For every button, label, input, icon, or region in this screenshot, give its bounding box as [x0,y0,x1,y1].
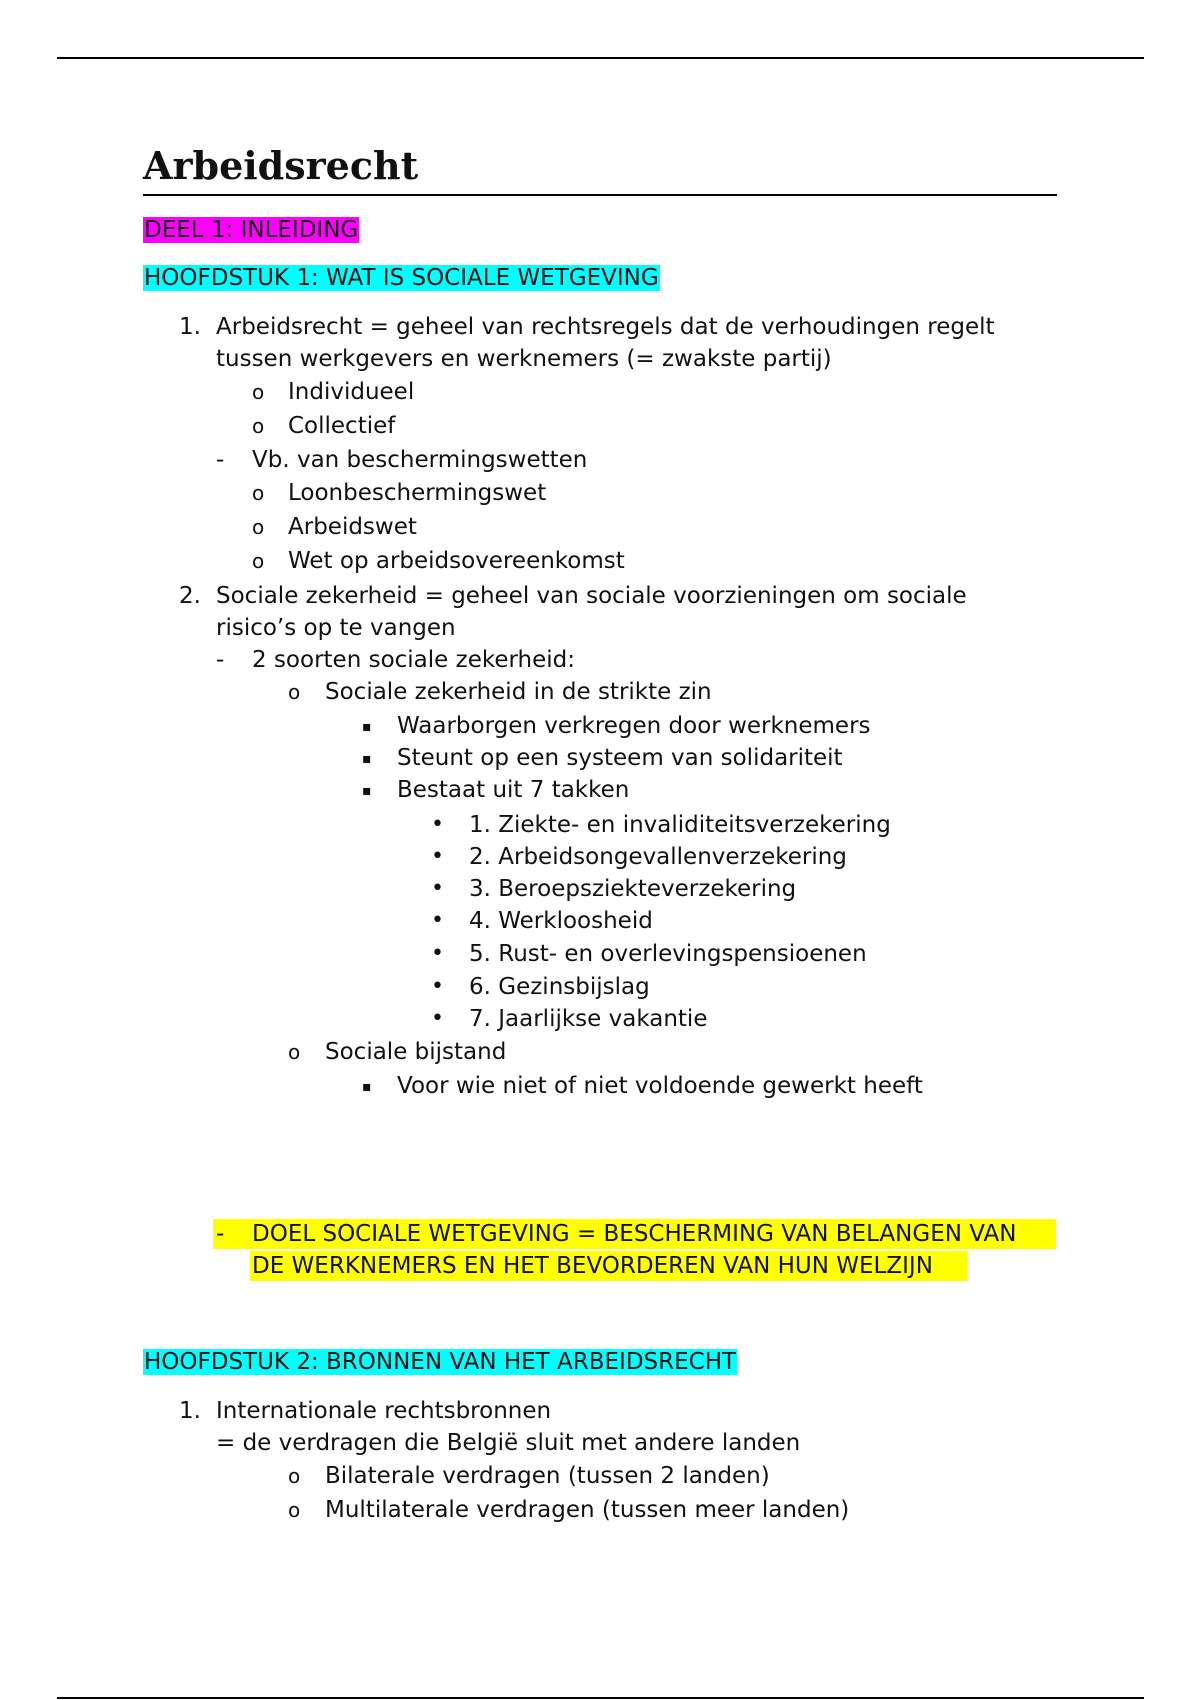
list-item: Wet op arbeidsovereenkomst [288,548,625,574]
round-bullet-icon: • [431,974,444,999]
list-number: 1. [179,1398,201,1424]
round-bullet-icon: • [431,876,444,901]
list-item: Waarborgen verkregen door werknemers [397,713,871,739]
list-item: Steunt op een systeem van solidariteit [397,745,843,771]
circle-bullet-icon: o [252,549,265,573]
list-item-text: risico’s op te vangen [216,615,456,641]
circle-bullet-icon: o [288,1498,301,1522]
list-item: 6. Gezinsbijslag [469,974,650,1000]
footer-rule [57,1697,1144,1699]
goal-text: DOEL SOCIALE WETGEVING = BESCHERMING VAN BELANGEN VAN [252,1221,1017,1247]
circle-bullet-icon: o [252,380,265,404]
page-title: Arbeidsrecht [143,140,1057,196]
chapter-2-heading: HOOFDSTUK 2: BRONNEN VAN HET ARBEIDSRECHT [144,1349,737,1375]
square-bullet-icon: ▪ [362,783,372,799]
round-bullet-icon: • [431,941,444,966]
list-item: 5. Rust- en overlevingspensioenen [469,941,867,967]
list-item: 2 soorten sociale zekerheid: [252,647,576,673]
list-number: 1. [179,314,201,340]
list-item: 4. Werkloosheid [469,908,653,934]
list-number: 2. [179,583,201,609]
square-bullet-icon: ▪ [362,751,372,767]
list-item: 2. Arbeidsongevallenverzekering [469,844,847,870]
list-item-text: Arbeidsrecht = geheel van rechtsregels dat de verhoudingen regelt [216,314,995,340]
list-item: Arbeidswet [288,514,417,540]
list-item-text: Internationale rechtsbronnen [216,1398,552,1424]
circle-bullet-icon: o [252,414,265,438]
chapter-1-heading: HOOFDSTUK 1: WAT IS SOCIALE WETGEVING [144,265,659,291]
list-item: Sociale bijstand [325,1039,507,1065]
round-bullet-icon: • [431,908,444,933]
list-item: 1. Ziekte- en invaliditeitsverzekering [469,812,891,838]
goal-text: DE WERKNEMERS EN HET BEVORDEREN VAN HUN WELZIJN [252,1253,933,1279]
round-bullet-icon: • [431,812,444,837]
list-item: Voor wie niet of niet voldoende gewerkt heeft [397,1073,923,1099]
list-item: Bestaat uit 7 takken [397,777,630,803]
list-item: 7. Jaarlijkse vakantie [469,1006,708,1032]
list-item-text: tussen werkgevers en werknemers (= zwakste partij) [216,346,832,372]
list-item-text: = de verdragen die België sluit met andere landen [216,1430,801,1456]
circle-bullet-icon: o [288,1464,301,1488]
circle-bullet-icon: o [288,1040,301,1064]
dash-bullet-icon: - [216,647,225,673]
list-item: Collectief [288,413,396,439]
list-item: 3. Beroepsziekteverzekering [469,876,797,902]
round-bullet-icon: • [431,1006,444,1031]
list-item: Bilaterale verdragen (tussen 2 landen) [325,1463,770,1489]
circle-bullet-icon: o [288,680,301,704]
dash-bullet-icon: - [216,1221,225,1247]
square-bullet-icon: ▪ [362,1079,372,1095]
round-bullet-icon: • [431,844,444,869]
list-item: Individueel [288,379,415,405]
list-item: Multilaterale verdragen (tussen meer landen) [325,1497,850,1523]
list-item: Sociale zekerheid in de strikte zin [325,679,712,705]
circle-bullet-icon: o [252,515,265,539]
dash-bullet-icon: - [216,447,225,473]
part-heading: DEEL 1: INLEIDING [144,217,359,243]
list-item-text: Sociale zekerheid = geheel van sociale voorzieningen om sociale [216,583,967,609]
circle-bullet-icon: o [252,481,265,505]
header-rule [57,57,1144,59]
square-bullet-icon: ▪ [362,719,372,735]
list-item: Loonbeschermingswet [288,480,547,506]
list-item: Vb. van beschermingswetten [252,447,588,473]
